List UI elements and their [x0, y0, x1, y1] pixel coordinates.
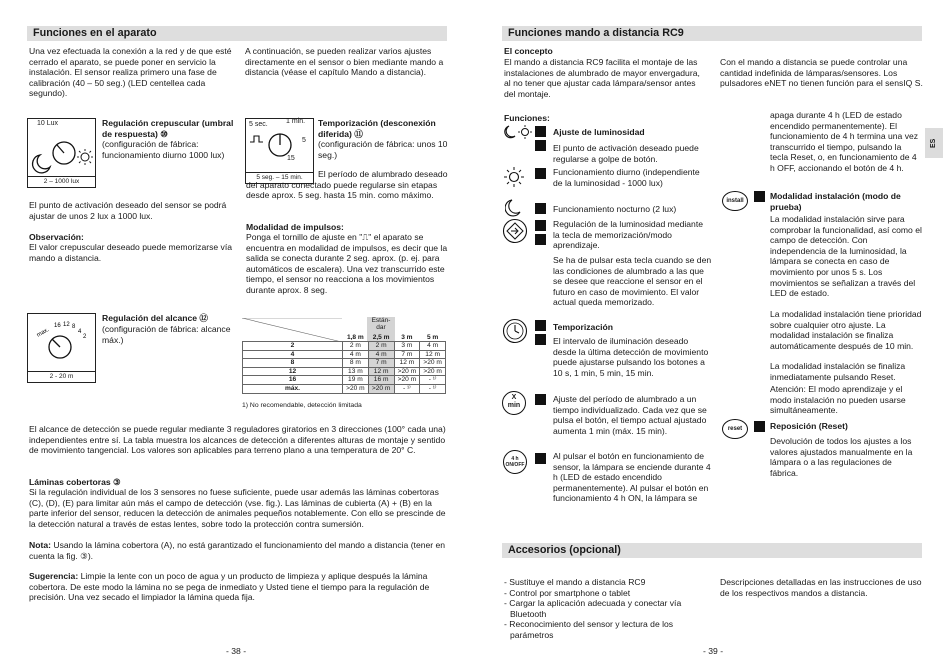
x-min-icon — [502, 391, 526, 415]
twilight-text: El punto de activación deseado del sensor se podrá ajustar de unos 2 lux a 1000 lux. — [29, 200, 227, 221]
range-cell: >20 m — [394, 367, 420, 376]
install-icon: install — [722, 191, 748, 211]
range-cell: 12 m — [394, 359, 420, 368]
section-header-accessories: Accesorios (opcional) — [502, 543, 922, 558]
x-min-icon-top: X — [511, 394, 517, 401]
covers-note — [29, 540, 447, 561]
install-text-2: La modalidad instalación tiene prioridad sobre cualquier otro ajuste. La modalidad instalación se finaliza automáticamente después de 10 min. — [770, 309, 922, 351]
range-cell: 7 m — [394, 350, 420, 359]
range-cell: - ¹⁾ — [420, 376, 446, 385]
table-row — [243, 376, 446, 385]
timer-text: El período de alumbrado deseado del aparato conectado puede regularse sin etapas desde aprox. 5 seg. hasta 15 min. como máximo. — [246, 169, 448, 201]
accessories-list — [504, 577, 709, 641]
timer-dial-min: 1 min. — [286, 118, 306, 125]
range-row-label: 16 — [243, 376, 343, 385]
range-row-label: 2 — [243, 342, 343, 351]
button-square-icon — [535, 203, 546, 214]
timer-desc: (configuración de fábrica: unos 10 seg.) — [318, 139, 448, 160]
observation-title: Observación: — [29, 232, 84, 242]
concept-right-text: Con el mando a distancia se puede controlar una cantidad indefinida de lámparas/sensores. Los pulsadores eNET no tienen función para el sensIQ S. — [720, 57, 923, 89]
svg-text:max.: max. — [36, 327, 51, 339]
range-dial-figure — [27, 313, 96, 383]
table-row — [243, 342, 446, 351]
table-row — [243, 384, 446, 393]
button-square-icon — [754, 421, 765, 432]
button-square-icon — [535, 126, 546, 137]
button-square-icon — [535, 334, 546, 345]
range-col-head: 2,5 m — [368, 334, 394, 342]
range-cell: 8 m — [343, 359, 369, 368]
sun-icon — [503, 166, 525, 188]
day-mode-text: Funcionamiento diurno (independiente de la luminosidad - 1000 lux) — [553, 167, 700, 188]
install-text-4: Atención: El modo aprendizaje y el modo instalación no pueden usarse simultáneamente. — [770, 384, 906, 416]
x-min-text: Ajuste del período de alumbrado a un tiempo individualizado. Cada vez que se pulsa el botón, el tiempo actual ajustado aumenta 1 min (máx. 15 min). — [553, 394, 707, 436]
note-text: Usando la lámina cobertora (A), no está garantizado el funcionamiento del mando a distancia (tener en cuenta la fig. ③). — [29, 540, 446, 561]
range-row-label: máx. — [243, 384, 343, 393]
range-cell: 19 m — [343, 376, 369, 385]
timer-dial-15: 15 — [287, 155, 295, 162]
range-cell: 2 m — [343, 342, 369, 351]
range-col-head: 3 m — [401, 334, 413, 341]
table-row — [243, 359, 446, 368]
range-row-label: 12 — [243, 367, 343, 376]
timer-knob-icon — [248, 128, 312, 164]
range-cell: >20 m — [420, 359, 446, 368]
range-cell: 7 m — [368, 359, 394, 368]
list-item: - Sustituye el mando a distancia RC9 — [504, 577, 646, 587]
range-dial-caption: 2 - 20 m — [28, 371, 95, 382]
range-col-head: 5 m — [426, 334, 439, 341]
lum-title: Ajuste de luminosidad — [553, 127, 645, 137]
twilight-dial-caption: 2 – 1000 lux — [28, 176, 95, 187]
list-item: - Control por smartphone o tablet — [504, 587, 631, 598]
accessories-right-text: Descripciones detalladas en las instrucciones de uso de los respectivos mandos a distancia. — [720, 577, 922, 598]
button-square-icon — [754, 191, 765, 202]
language-tab: ES — [925, 128, 943, 158]
four-hour-icon — [503, 450, 527, 474]
range-desc: (configuración de fábrica: alcance máx.) — [102, 324, 231, 345]
twilight-desc: (configuración de fábrica: funcionamiento diurno 1000 lux) — [102, 139, 225, 160]
range-cell: 12 m — [420, 350, 446, 359]
button-square-icon — [535, 140, 546, 151]
range-cell: >20 m — [420, 367, 446, 376]
install-title: Modalidad instalación (modo de prueba) — [770, 191, 901, 212]
suggestion-label: Sugerencia: — [29, 571, 79, 581]
reset-icon: reset — [722, 419, 748, 439]
button-square-icon — [535, 220, 546, 231]
night-mode-text: Funcionamiento nocturno (2 lux) — [553, 204, 677, 214]
button-square-icon — [535, 453, 546, 464]
range-cell: - ¹⁾ — [420, 384, 446, 393]
range-table-standard-head: Están-dar — [367, 317, 395, 342]
timer-title-remote: Temporización — [553, 322, 614, 332]
pulse-mode-text: Ponga el tornillo de ajuste en "⎍" el aparato se encuentra en modalidad de impulsos, es decir que la salida se conecta durante 2 seg. aprox. (p. ej. para automáticos de escalera). Una vez transcurrido este tiempo, el sensor no reacciona a los movimientos durante aprox. 8 seg. — [246, 232, 448, 295]
range-table — [242, 334, 446, 394]
twilight-dial-label: 10 Lux — [37, 120, 59, 127]
lum-text: El punto de activación deseado puede regularse a golpe de botón. — [553, 143, 699, 164]
moon-sun-dial-icon — [30, 129, 94, 175]
pulse-mode-title: Modalidad de impulsos: — [246, 222, 344, 232]
range-col-head: 1,8 m — [346, 334, 364, 341]
four-hour-continuation: apaga durante 4 h (LED de estado encendido permanentemente). El funcionamiento de 4 h termina una vez transcurrido el tiempo, pulsando la tecla Reset, o, en funcionamiento de 4 h OFF, accionando el botón de 4 h. — [770, 110, 919, 173]
list-item: - Cargar la aplicación adecuada y conectar vía Bluetooth — [504, 598, 682, 619]
range-cell: >20 m — [394, 376, 420, 385]
timer-title: Temporización (desconexión diferida) ⑪ — [318, 118, 436, 139]
memory-learn-icon — [502, 218, 528, 244]
reset-text: Devolución de todos los ajustes a los valores ajustados manualmente en la lámpara o a las regulaciones de fábrica. — [770, 436, 913, 478]
intro-right-text: A continuación, se pueden realizar varios ajustes directamente en el sensor o bien mediante mando a distancia (véase el capítulo Mando a distancia). — [245, 46, 444, 78]
intro-left-text: Una vez efectuada la conexión a la red y de que esté cerrado el aparato, se puede poner en servicio la instalación. El sensor realiza primero una fase de calibración (40 – 50 seg.) (LED centellea cada segundo). — [29, 46, 232, 99]
button-square-icon — [535, 320, 546, 331]
svg-text:2: 2 — [83, 334, 87, 340]
svg-text:8: 8 — [72, 324, 76, 330]
four-hour-text: Al pulsar el botón en funcionamiento de sensor, la lámpara se enciende durante 4 h (LED de estado encendido permanentemente). Al pulsar el botón en funcionamiento 4 h ON, la lámpara se — [553, 451, 711, 504]
range-cell: 12 m — [368, 367, 394, 376]
concept-title: El concepto — [504, 46, 553, 56]
clock-icon — [502, 318, 528, 344]
range-row-label: 4 — [243, 350, 343, 359]
range-cell: 16 m — [368, 376, 394, 385]
x-min-icon-bottom: min — [507, 402, 521, 409]
page-number-right: - 39 - — [703, 646, 724, 656]
section-header-remote-functions: Funciones mando a distancia RC9 — [502, 26, 922, 41]
install-text-1: La modalidad instalación sirve para comprobar la funcionalidad, así como el campo de detección. Con independencia de la luminosidad, la lámpara se conecta en caso de movimiento por unos 5 s. Los movimientos se señalizan a través del LED de estado. — [770, 214, 922, 299]
section-header-device-functions: Funciones en el aparato — [27, 26, 447, 41]
concept-left-text: El mando a distancia RC9 facilita el montaje de las instalaciones de alumbrado de mayor envergadura, al no tener que ajustar cada lámpara/sensor antes del montaje. — [504, 57, 700, 99]
note-label: Nota: — [29, 540, 51, 550]
svg-text:12: 12 — [63, 322, 70, 328]
range-cell: 13 m — [343, 367, 369, 376]
range-text: El alcance de detección se puede regular mediante 3 reguladores giratorios en 3 direcciones (100° cada una) independientes entre sí. La tabla muestra los alcances de detección a diferentes alturas de montaje y sentido de movimiento tangencial. Los valores son aplicables para terreno plano a una temperatura de 20° C. — [29, 424, 446, 456]
svg-text:4: 4 — [78, 329, 82, 335]
covers-suggestion — [29, 571, 447, 603]
range-cell: 4 m — [368, 350, 394, 359]
timer-dial-5: 5 — [302, 137, 306, 144]
timer-dial-caption: 5 seg. – 15 min. — [246, 172, 313, 183]
range-cell: - ¹⁾ — [394, 384, 420, 393]
range-cell: >20 m — [368, 384, 394, 393]
reset-title: Reposición (Reset) — [770, 421, 848, 431]
install-text-3: La modalidad instalación se finaliza inmediatamente pulsando Reset. — [770, 361, 906, 382]
range-knob-icon — [30, 315, 94, 371]
button-square-icon — [535, 168, 546, 179]
range-title: Regulación del alcance ⑫ — [102, 313, 209, 323]
suggestion-text: Limpie la lente con un poco de agua y un producto de limpieza y aplique después la lámina cobertora. De este modo la lámina no se pega de inmediato y Usted tiene el tiempo para la regulación de precisión. Una vez secado el limpiador la lámina queda fija. — [29, 571, 430, 603]
button-square-icon — [535, 234, 546, 245]
list-item: - Reconocimiento del sensor y lectura de los parámetros — [504, 619, 674, 640]
moon-sun-icon — [503, 124, 533, 140]
range-cell: 3 m — [394, 342, 420, 351]
timer-dial-sec: 5 sec. — [249, 121, 268, 128]
button-square-icon — [535, 394, 546, 405]
twilight-title: Regulación crepuscular (umbral de respuesta) ⑩ — [102, 118, 234, 139]
range-table-footnote: 1) No recomendable, detección limitada — [242, 402, 362, 409]
range-cell: >20 m — [343, 384, 369, 393]
range-cell: 4 m — [420, 342, 446, 351]
memory-text: Regulación de la luminosidad mediante la tecla de memorización/modo aprendizaje. — [553, 219, 704, 251]
observation-text: El valor crepuscular deseado puede memorizarse vía mando a distancia. — [29, 242, 233, 263]
table-row — [243, 367, 446, 376]
four-hour-icon-bottom: ON/OFF — [505, 462, 525, 468]
table-row — [243, 350, 446, 359]
range-cell: 2 m — [368, 342, 394, 351]
twilight-dial-figure — [27, 118, 96, 188]
functions-title: Funciones: — [504, 113, 550, 123]
four-hour-icon-top: 4 h — [511, 456, 519, 462]
range-row-label: 8 — [243, 359, 343, 368]
covers-text: Si la regulación individual de los 3 sensores no fuese suficiente, puede usar además las láminas cobertoras (C), (D), (E) para limitar aún más el campo de detección (vse. fig.). Las láminas de cubierta (A) + (B) en la parte inferior del sensor, reducen la detección de animales pequeños notablemente. Con ello se prescinde de la detección natural a través de estas lentes, sobre todo la protección contra sumersión. — [29, 487, 446, 529]
timer-text-remote: El intervalo de iluminación deseado desde la última detección de movimiento puede ajustarse pulsando los botones a 10 s, 1 min, 5 min, 15 min. — [553, 336, 709, 378]
covers-title: Láminas cobertoras ③ — [29, 477, 121, 487]
moon-icon — [505, 199, 521, 217]
page-number-left: - 38 - — [226, 646, 247, 656]
memory-text-2: Se ha de pulsar esta tecla cuando se den las condiciones de alumbrado a las que se desee que reaccione el sensor en el futuro en caso de movimiento. El valor actual queda memorizado. — [553, 255, 712, 308]
svg-text:16: 16 — [54, 323, 61, 329]
range-cell: 4 m — [343, 350, 369, 359]
